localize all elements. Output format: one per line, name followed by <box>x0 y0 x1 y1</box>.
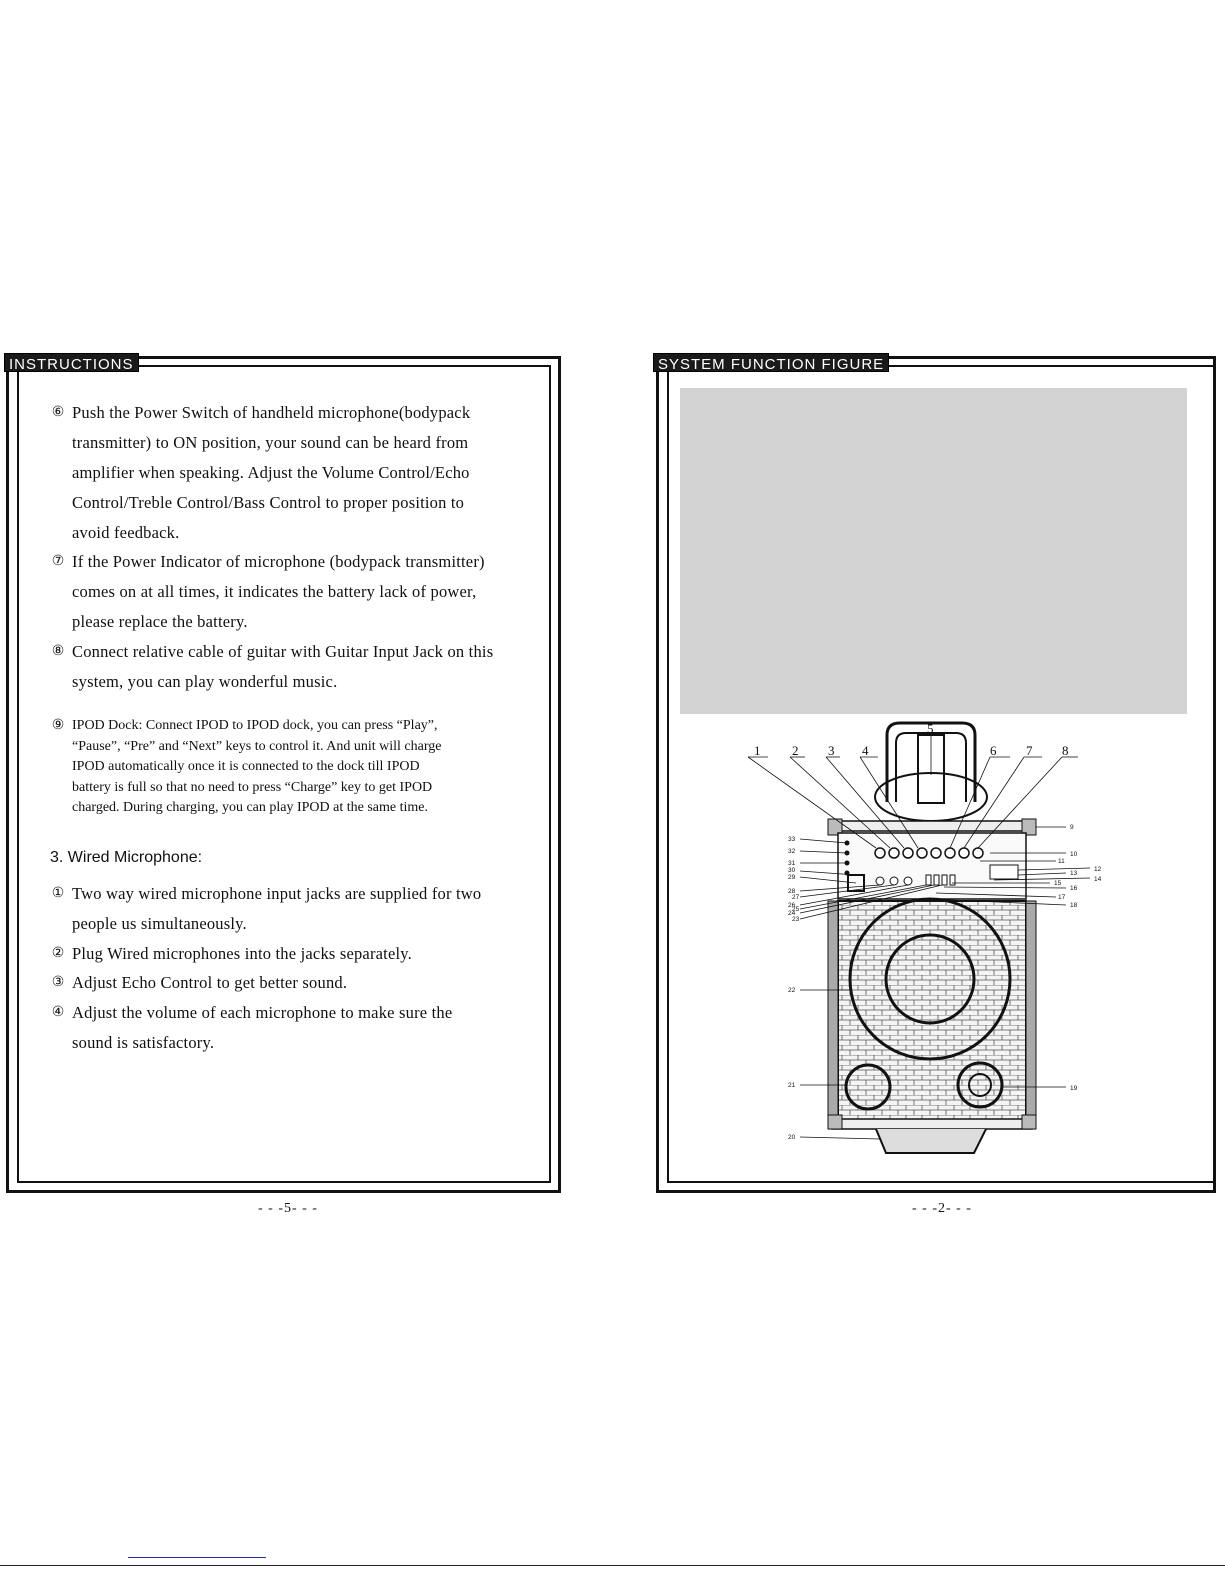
callout-30: 30 <box>788 867 796 874</box>
callout-4: 4 <box>862 743 869 758</box>
wired-item-4 <box>48 998 538 1058</box>
button <box>950 875 955 885</box>
callout-24: 24 <box>788 910 796 917</box>
callout-26: 26 <box>788 902 796 909</box>
leader-line <box>748 757 876 848</box>
item-number: ⑥ <box>51 405 65 420</box>
item-line: Plug Wired microphones into the jacks separately. <box>72 944 412 963</box>
right-side-trim <box>1026 901 1036 1121</box>
bottom-right-corner <box>1022 1115 1036 1129</box>
item-line: battery is full so that no need to press “Charge” key to get IPOD <box>72 779 433 795</box>
callout-7: 7 <box>1026 743 1033 758</box>
instruction-item-7 <box>48 547 538 637</box>
knob <box>959 848 969 858</box>
callout-2: 2 <box>792 743 799 758</box>
callout-1: 1 <box>754 743 761 758</box>
item-number: ⑨ <box>51 718 65 733</box>
instruction-item-6 <box>48 398 538 548</box>
jack <box>876 877 884 885</box>
callout-19: 19 <box>1070 1085 1078 1092</box>
bottom-cap <box>832 1119 1032 1129</box>
wired-item-2 <box>48 939 538 969</box>
right-page-number: - - -2- - - <box>912 1201 972 1216</box>
callout-5: 5 <box>927 721 934 736</box>
button <box>926 875 931 885</box>
leader-line <box>1018 868 1090 870</box>
footer-rule <box>0 1565 1225 1566</box>
knob <box>931 848 941 858</box>
callout-31: 31 <box>788 860 796 867</box>
speaker-system-diagram <box>690 715 1170 1165</box>
item-line: IPOD automatically once it is connected to the dock till IPOD <box>72 759 420 774</box>
item-number: ④ <box>51 1005 65 1020</box>
item-line: Adjust the volume of each microphone to make sure the <box>72 1003 453 1022</box>
left-side-trim <box>828 901 838 1121</box>
item-line: Adjust Echo Control to get better sound. <box>72 973 348 992</box>
callout-9: 9 <box>1070 824 1074 831</box>
top-callouts <box>754 721 1069 758</box>
callout-8: 8 <box>1062 743 1069 758</box>
item-line: “Pause”, “Pre” and “Next” keys to control it. And unit will charge <box>72 738 442 754</box>
item-line: people us simultaneously. <box>72 914 247 933</box>
item-line: If the Power Indicator of microphone (bodypack transmitter) <box>72 552 485 571</box>
callout-14: 14 <box>1094 876 1102 883</box>
footer-link-underline <box>128 1557 266 1558</box>
jack <box>904 877 912 885</box>
item-line: avoid feedback. <box>72 523 180 542</box>
button <box>934 875 939 885</box>
callout-22: 22 <box>788 987 796 994</box>
left-page-number: - - -5- - - <box>258 1201 318 1216</box>
callout-27: 27 <box>792 894 800 901</box>
wired-microphone-heading: 3. Wired Microphone: <box>50 849 203 866</box>
bottom-left-corner <box>828 1115 842 1129</box>
callout-25: 25 <box>792 906 800 913</box>
item-number: ⑦ <box>51 554 65 569</box>
item-line: IPOD Dock: Connect IPOD to IPOD dock, you can press “Play”, <box>72 718 438 733</box>
item-number: ③ <box>51 975 65 990</box>
item-line: please replace the battery. <box>72 612 248 631</box>
item-number: ② <box>51 946 65 961</box>
callout-15: 15 <box>1054 880 1062 887</box>
item-line: amplifier when speaking. Adjust the Volume Control/Echo <box>72 463 470 482</box>
leader-line <box>800 1137 880 1139</box>
callout-6: 6 <box>990 743 997 758</box>
item-number: ① <box>51 886 65 901</box>
callout-13: 13 <box>1070 870 1078 877</box>
item-line: system, you can play wonderful music. <box>72 672 338 691</box>
knob <box>945 848 955 858</box>
display-window <box>990 865 1018 879</box>
callout-28: 28 <box>788 888 796 895</box>
item-line: Two way wired microphone input jacks are supplied for two <box>72 884 482 903</box>
jack <box>890 877 898 885</box>
left-callouts <box>788 836 800 1141</box>
callout-12: 12 <box>1094 866 1102 873</box>
trolley-stand <box>876 1129 986 1153</box>
item-number: ⑧ <box>51 644 65 659</box>
blank-gray-panel <box>680 388 1187 714</box>
item-line: comes on at all times, it indicates the battery lack of power, <box>72 582 477 601</box>
callout-18: 18 <box>1070 902 1078 909</box>
callout-11: 11 <box>1058 858 1065 865</box>
knob <box>903 848 913 858</box>
item-line: transmitter) to ON position, your sound can be heard from <box>72 433 469 452</box>
knob <box>917 848 927 858</box>
callout-20: 20 <box>788 1134 796 1141</box>
callout-21: 21 <box>788 1082 796 1089</box>
item-line: sound is satisfactory. <box>72 1033 215 1052</box>
wired-item-1 <box>48 879 538 939</box>
callout-17: 17 <box>1058 894 1066 901</box>
input-jacks <box>876 877 912 885</box>
instruction-item-8 <box>48 637 538 697</box>
callout-29: 29 <box>788 874 796 881</box>
button <box>942 875 947 885</box>
system-function-figure-tab: SYSTEM FUNCTION FIGURE <box>653 353 889 372</box>
knob <box>875 848 885 858</box>
callout-32: 32 <box>788 848 796 855</box>
callout-23: 23 <box>792 916 800 923</box>
wired-item-3 <box>48 968 538 998</box>
item-line: Control/Treble Control/Bass Control to proper position to <box>72 493 465 512</box>
callout-16: 16 <box>1070 885 1078 892</box>
callout-33: 33 <box>788 836 796 843</box>
callout-10: 10 <box>1070 851 1078 858</box>
right-callouts <box>1054 824 1102 1092</box>
item-line: Push the Power Switch of handheld microphone(bodypack <box>72 403 471 422</box>
item-line: Connect relative cable of guitar with Guitar Input Jack on this <box>72 642 494 661</box>
callout-3: 3 <box>828 743 835 758</box>
instructions-tab: INSTRUCTIONS <box>4 353 139 372</box>
instruction-item-9-ipod <box>48 716 538 819</box>
item-line: charged. During charging, you can play IPOD at the same time. <box>72 800 428 815</box>
knob <box>889 848 899 858</box>
knob <box>973 848 983 858</box>
